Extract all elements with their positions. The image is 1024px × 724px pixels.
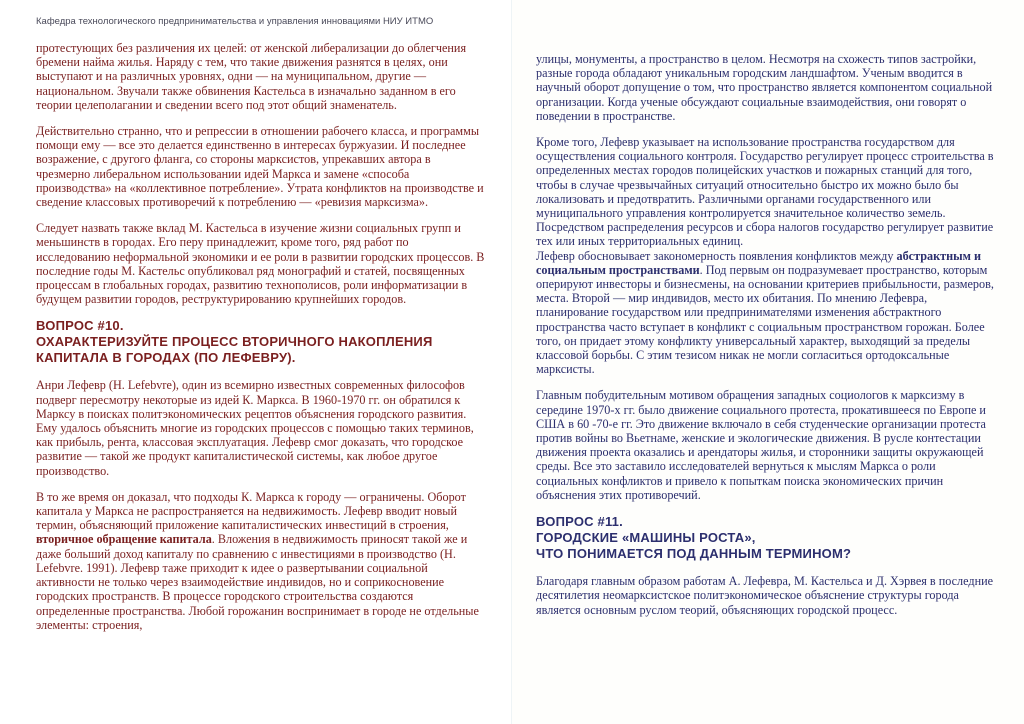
paragraph: Кроме того, Лефевр указывает на использование пространства государством для осуществления социального контроля. Государство регулирует процесс строительства в определенных местах городов полицейских участков и пожарных станций для того, чтобы в случае чрезвычайных ситуаций относительно быстро их можно было бы локализовать и предотвратить. Различными органами государственного или муниципального управления контролируется значительное количество земель. Посредством распределения ресурсов и сбора налогов государство регулирует развитие тех или иных территориальных единиц.	[536, 135, 994, 249]
paragraph	[536, 249, 996, 377]
question-11-heading	[536, 514, 996, 562]
question-title-line: ГОРОДСКИЕ «МАШИНЫ РОСТА»,	[536, 530, 756, 546]
paragraph: Анри Лефевр (H. Lefebvre), один из всемирно известных современных философов подверг пересмотру некоторые из идей К. Маркса. В 1960-1970 гг. он обратился к Марксу в поисках политэкономических рецептов объяснения городского развития. Ему удалось объяснить многие из городских процессов с помощью таких терминов, как прибыль, рента, классовая эксплуатация. Лефевр смог доказать, что городское развитие — такой же продукт капиталистической системы, как любое другое производство.	[36, 378, 474, 478]
right-page	[512, 0, 1024, 724]
text-run: Лефевр обосновывает закономерность появления конфликтов между	[536, 248, 897, 263]
text-run: . Вложения в недвижимость приносят такой же и даже больший доход капиталу по сравнению с инвестициями в производство (H. Lefebvre. 1991). Лефевр таже приходит к идее о развертывании социальной активности не только через взаимодействие индивидов, но и соприкосновение городских пространств. В процессе городского строительства создаются определенные пространства. Любой горожанин воспринимает в городе не отдельные элементы: строения,	[36, 532, 479, 632]
paragraph: Благодаря главным образом работам А. Лефевра, М. Кастельса и Д. Хэрвея в последние десятилетия неомарксистское политэкономическое объяснение структуры города является основным руслом теорий, объясняющих городской процесс.	[536, 574, 994, 617]
question-number: ВОПРОС #10.	[36, 318, 124, 334]
question-title: ОХАРАКТЕРИЗУЙТЕ ПРОЦЕСС ВТОРИЧНОГО НАКОПЛЕНИЯ КАПИТАЛА В ГОРОДАХ (ПО ЛЕФЕВРУ).	[36, 334, 433, 366]
question-number: ВОПРОС #11.	[536, 514, 623, 530]
text-run: В то же время он доказал, что подходы К. Маркса к городу — ограничены. Оборот капитала у Маркса не распространяется на недвижимость. Лефевр вводит новый термин, объясняющий приложение капиталистических инвестиций в строения,	[36, 489, 466, 533]
paragraph	[36, 490, 485, 632]
paragraph: Действительно странно, что и репрессии в отношении рабочего класса, и программы помощи ему — все это делается единственно в интересах буржуазии. И последнее возражение, с другого фланга, со стороны марксистов, упрекавших автора в чрезмерно либеральном использовании идей Маркса и замене «способа производства» на «коллективное потребление». Утрата конфликтов на производстве и сведение классовых противоречий к потреблению — «ревизия марксизма».	[36, 124, 484, 210]
paragraph: протестующих без различения их целей: от женской либерализации до облегчения бремени найма жилья. Наряду с тем, что такие движения разнятся в целях, они выступают и на различных уровнях, одни — на муниципальном, другие — национальном. Звучали также обвинения Кастельса в изначально заданном в его теории целеполагании и сведении всего под этот общий знаменатель.	[36, 41, 467, 112]
paragraph: Главным побудительным мотивом обращения западных социологов к марксизму в середине 1970-х гг. было движение социального протеста, прокатившееся по Европе и США в 60 -70-е гг. Это движение включало в себя студенческие организации протеста против войны во Вьетнаме, женские и экологические движения. В русле контестации движения проекта оказались и арендаторы жилья, и сторонники защиты окружающей среды. Все это заставило исследователей вернуться к мыслям Маркса о роли социальных конфликтов и привело к попыткам поиска экономических причин объяснения этих противоречий.	[536, 388, 986, 502]
paragraph: улицы, монументы, а пространство в целом. Несмотря на схожесть типов застройки, разные города обладают уникальным городским ландшафтом. Ученым вводится в научный оборот допущение о том, что пространство является компонентом социальной организации. Когда ученые обсуждают социальные взаимодействия, они говорят о поведении в пространстве.	[536, 52, 993, 123]
page-header: Кафедра технологического предпринимательства и управления инновациями НИУ ИТМО	[36, 16, 434, 27]
text-run: . Под первым он подразумевает пространство, которым оперируют инвесторы и бизнесмены, на основании критериев прибыльности, размеров, места. Второй — мир индивидов, место их обитания. По мнению Лефевра, планирование государством или предпринимателями изменения абстрактного пространства часто вступает в конфликт с социальным пространством горожан. Более того, он придает этому конфликту универсальный характер, выходящий за пределы классовой борьбы. С этим тезисом никак не могли согласиться ортодоксальные марксисты.	[536, 262, 994, 377]
question-10-heading	[36, 318, 485, 366]
question-title-line: ЧТО ПОНИМАЕТСЯ ПОД ДАННЫМ ТЕРМИНОМ?	[536, 546, 852, 562]
bold-term: вторичное обращение капитала	[36, 532, 212, 547]
paragraph: Следует назвать также вклад М. Кастельса в изучение жизни социальных групп и меньшинств в городах. Его перу принадлежит, кроме того, ряд работ по исследованию неформальной экономики и ее роли в развитии городских процессов. В последние годы М. Кастельс опубликовал ряд монографий и статей, посвященных процессам в глобальных городах, развитию технополисов, роли информатизации в будущем развитии городов, реструктурированию крупнейших городов.	[36, 221, 485, 307]
bold-term: абстрактным и социальным пространствами	[536, 248, 981, 277]
